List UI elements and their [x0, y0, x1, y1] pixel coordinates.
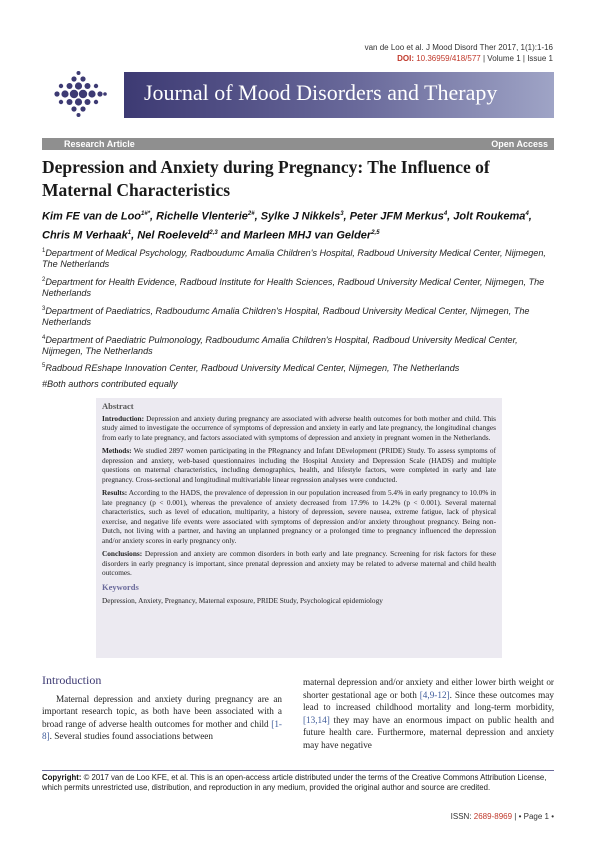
abstract-section: [102, 414, 496, 443]
reference-link[interactable]: [1-8]: [42, 718, 282, 742]
abstract-content: [102, 402, 496, 606]
affiliation-item: [42, 333, 557, 358]
affiliation-item: [42, 304, 557, 329]
article-title: Depression and Anxiety during Pregnancy: The Influence of Maternal Characteristics: [42, 157, 490, 200]
author-name: Sylke J Nikkels: [260, 210, 341, 223]
author-separator: ,: [343, 210, 350, 223]
abstract-section-label: Results:: [102, 488, 128, 497]
author-name: Richelle Vlenterie: [156, 210, 248, 223]
intro-text: Maternal depression and anxiety during pregnancy are an important research topic, as both have been associated with a broad range of adverse health outcomes for mother and child: [42, 693, 282, 729]
copyright-notice: [42, 773, 554, 793]
author-affiliation-marker: 2,5: [371, 229, 380, 236]
affiliation-text: Department of Paediatrics, Radboudumc Amalia Children's Hospital, Radboud University Medical Center, Nijmegen, The Netherlands: [42, 305, 530, 328]
issn-number: 2689-8969: [473, 812, 513, 821]
abstract-section-label: Conclusions:: [102, 549, 143, 558]
author-affiliation-marker: 3: [340, 211, 344, 217]
abstract-section: [102, 549, 496, 578]
keywords-text: Depression, Anxiety, Pregnancy, Maternal exposure, PRIDE Study, Psychological epidemiology: [102, 596, 383, 605]
journal-title: Journal of Mood Disorders and Therapy: [144, 80, 498, 105]
author-name: Chris M Verhaak: [42, 229, 128, 242]
author-affiliation-marker: 2#: [247, 211, 255, 217]
affiliation-text: Radboud REshape Innovation Center, Radboud University Medical Center, Nijmegen, The Netherlands: [45, 363, 460, 374]
doi-label: DOI:: [397, 54, 414, 63]
publisher-logo-icon: [52, 70, 108, 118]
affiliation-item: [42, 275, 557, 300]
abstract-section-text: According to the HADS, the prevalence of depression in our population increased from 5.4% in early pregnancy to 10.0% in late pregnancy (p < 0.001), whereas the prevalence of anxiety decreased from 17.9% to 14.2% (p < 0.001). Several maternal characteristics, such as level of education, multiparity, a history of depression, severe nausea, extreme fatigue, lack of physical exercise, and negative life events were associated with symptoms of depression and/or anxiety throughout pregnancy. Being non-Dutch, not living with a partner, and having an unplanned pregnancy or a prolonged time to pregnancy influenced the depression and/or anxiety scores in early pregnancy only.: [102, 488, 497, 545]
intro-text: . Since these outcomes may lead to increased childhood mortality and long-term morbidity,: [303, 689, 554, 713]
volume: Volume 1: [487, 54, 521, 63]
copyright-text: © 2017 van de Loo KFE, et al. This is an open-access article distributed under the terms of the Creative Commons Attribution License, which permits unrestricted use, distribution, and reproduction in any medium, provided the original author and source are credited.: [42, 773, 547, 792]
abstract-heading: Abstract: [102, 401, 134, 411]
abstract-section-text: Depression and anxiety are common disorders in both early and late pregnancy. Screening for risk factors for these disorders in early pregnancy is important, since prenatal depression and anxiety may be related to adverse maternal and child health outcomes.: [102, 549, 496, 577]
author-affiliation-marker: 2,3: [209, 229, 218, 236]
affiliation-number: 2: [42, 276, 46, 283]
author-separator: ,: [447, 210, 454, 223]
intro-text: they may have an enormous impact on public health and future health care. Furthermore, maternal depression and anxiety may have negative: [303, 714, 554, 750]
affiliation-item: [42, 361, 557, 374]
affiliation-text: Department of Paediatric Pulmonology, Radboudumc Amalia Children's Hospital, Radboud University Medical Center, Nijmegen, The Netherlands: [42, 334, 518, 356]
footer-divider: [42, 770, 554, 771]
issue: Issue 1: [527, 54, 553, 63]
copyright-label: Copyright:: [42, 773, 82, 782]
abstract-sections: [102, 414, 496, 578]
author-separator: ,: [150, 210, 157, 223]
author-separator: and: [217, 229, 244, 242]
author-affiliation-marker: 4: [525, 211, 529, 217]
affiliation-number: 1: [42, 248, 46, 254]
intro-right-column: [303, 676, 554, 752]
author-separator: ,: [254, 210, 261, 223]
affiliations: [42, 246, 557, 394]
affiliation-text: Department of Medical Psychology, Radboudumc Amalia Children's Hospital, Radboud University Medical Center, Nijmegen, The Netherlands: [42, 248, 546, 270]
abstract-section-text: We studied 2897 women participating in the PRegnancy and Infant DEvelopment (PRIDE) Study. To assess symptoms of depression and anxiety, web-based questionnaires including the Hospital Anxiety and Depression Scale (HADS) and multiple questions on maternal characteristics, including demographics, health, and lifestyle factors, were completed in early and late pregnancy. Cross-sectional and longitudinal multivariable linear regression analyses were conducted.: [102, 446, 496, 484]
intro-heading: Introduction: [42, 673, 102, 687]
author-list: [42, 206, 557, 243]
affiliation-number: 5: [42, 363, 46, 370]
affiliation-number: 3: [42, 305, 46, 312]
affiliation-item: [42, 246, 557, 271]
abstract-section-label: Introduction:: [102, 413, 145, 423]
abstract-section-label: Methods:: [102, 446, 132, 455]
article-type-bar: [42, 138, 554, 150]
author-name: Jolt Roukema: [453, 210, 526, 223]
article-type: Research Article: [64, 139, 135, 149]
doi-line: [300, 53, 553, 64]
author-name: Kim FE van de Loo: [42, 210, 142, 223]
author-affiliation-marker: 1: [127, 229, 132, 236]
separator: |: [522, 54, 525, 63]
author-name: Marleen MHJ van Gelder: [243, 229, 372, 242]
intro-paragraph: [42, 693, 282, 743]
equal-contribution-note: #Both authors contributed equally: [42, 378, 178, 389]
citation-block: [300, 42, 553, 64]
page-number: • Page 1 •: [518, 812, 554, 821]
issn-line: [420, 812, 554, 821]
intro-text: maternal depression and/or anxiety and either lower birth weight or shorter gestational age or both: [303, 677, 554, 700]
author-separator: ,: [131, 229, 138, 242]
issn-label: ISSN:: [450, 812, 472, 821]
author-separator: ,: [528, 210, 532, 223]
keywords-heading: Keywords: [102, 581, 139, 592]
separator: |: [482, 54, 486, 63]
citation-text: van de Loo et al. J Mood Disord Ther 2017, 1(1):1-16: [364, 43, 553, 52]
abstract-section: [102, 488, 496, 545]
abstract-section: [102, 446, 496, 484]
reference-link[interactable]: [4,9-12]: [419, 689, 450, 700]
author-name: Peter JFM Merkus: [349, 210, 444, 223]
separator: |: [514, 812, 517, 821]
doi-link[interactable]: 10.36959/418/577: [416, 54, 481, 63]
affiliation-text: Department for Health Evidence, Radboud Institute for Health Sciences, Radboud University Medical Center, Nijmegen, The Netherlands: [42, 276, 545, 299]
author-affiliation-marker: 4: [443, 211, 448, 217]
abstract-section-text: Depression and anxiety during pregnancy are associated with adverse health outcomes for both mother and child. This study aimed to investigate the occurrence of symptoms of depression and anxiety in early and late pregnancy, the longitudinal changes from early to late pregnancy, and factors associated with symptoms of depression and anxiety in pregnant women in the Netherlands.: [102, 413, 496, 442]
author-name: Nel Roeleveld: [137, 229, 210, 242]
affiliation-number: 4: [42, 334, 46, 341]
journal-banner: [124, 72, 554, 118]
open-access-label: Open Access: [491, 139, 548, 149]
intro-left-column: [42, 674, 282, 743]
reference-link[interactable]: [13,14]: [303, 714, 330, 725]
abstract-box: [96, 398, 502, 658]
author-affiliation-marker: 1#*: [141, 211, 151, 217]
intro-text: . Several studies found associations between: [49, 731, 213, 742]
